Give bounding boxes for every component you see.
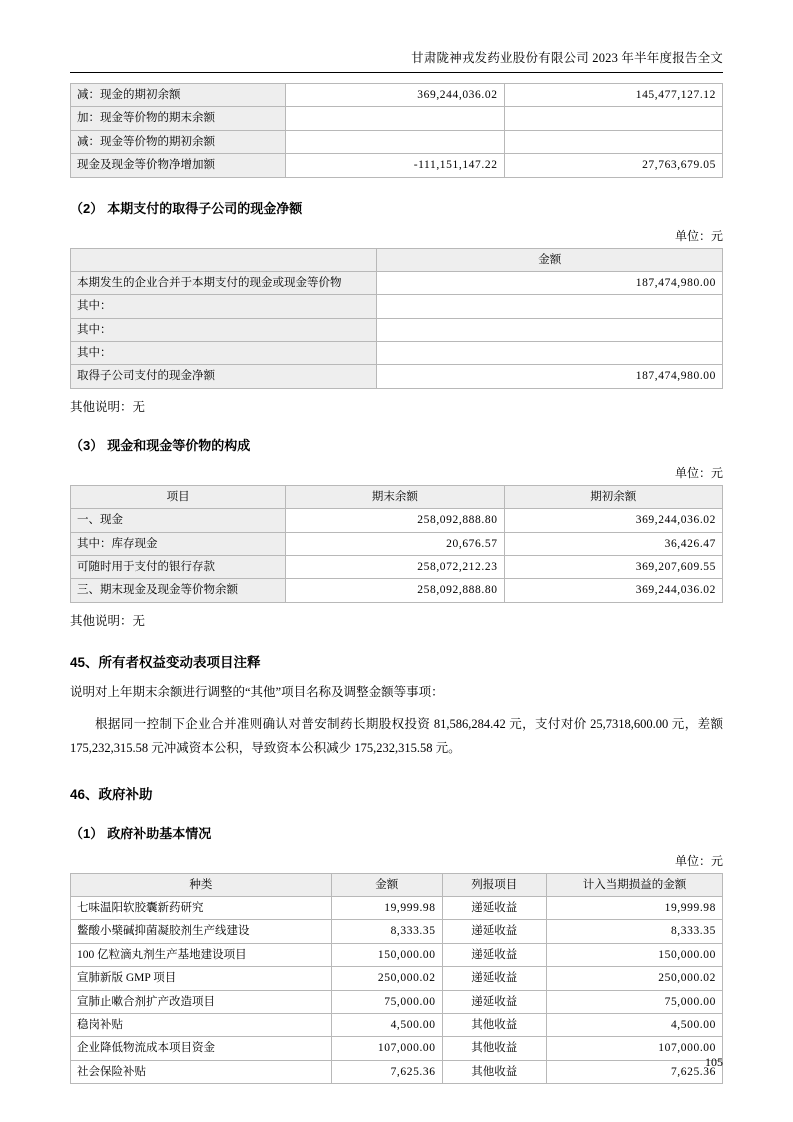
row-report-item: 其他收益 (442, 1060, 546, 1083)
row-label: 可随时用于支付的银行存款 (71, 555, 286, 578)
table-row (71, 579, 723, 602)
row-label: 本期发生的企业合并于本期支付的现金或现金等价物 (71, 271, 377, 294)
table-row (71, 943, 723, 966)
column-header-item: 项目 (71, 485, 286, 508)
row-value-current (286, 130, 504, 153)
table-header-row (71, 248, 723, 271)
table-row (71, 990, 723, 1013)
row-profit: 75,000.00 (546, 990, 722, 1013)
row-value: 187,474,980.00 (377, 365, 723, 388)
row-value (377, 318, 723, 341)
column-header-amount: 金额 (331, 873, 442, 896)
row-kind: 社会保险补贴 (71, 1060, 332, 1083)
row-profit: 150,000.00 (546, 943, 722, 966)
row-value-current: -111,151,147.22 (286, 154, 504, 177)
row-value-end: 258,072,212.23 (286, 555, 504, 578)
column-header-begin-balance: 期初余额 (504, 485, 722, 508)
row-profit: 19,999.98 (546, 897, 722, 920)
row-kind: 稳岗补贴 (71, 1013, 332, 1036)
row-kind: 宣肺止嗽合剂扩产改造项目 (71, 990, 332, 1013)
section-45-lead: 说明对上年期末余额进行调整的“其他”项目名称及调整金额等事项： (70, 684, 444, 699)
table-row (71, 897, 723, 920)
table-row (71, 107, 723, 130)
row-report-item: 递延收益 (442, 897, 546, 920)
row-value-prior: 145,477,127.12 (504, 84, 722, 107)
row-value-prior (504, 130, 722, 153)
column-header-kind: 种类 (71, 873, 332, 896)
section-3-index: （3） (70, 437, 104, 453)
row-kind: 100 亿粒滴丸剂生产基地建设项目 (71, 943, 332, 966)
table-row (71, 1013, 723, 1036)
row-label: 其中： (71, 342, 377, 365)
row-label: 三、期末现金及现金等价物余额 (71, 579, 286, 602)
column-header-end-balance: 期末余额 (286, 485, 504, 508)
row-value-end: 258,092,888.80 (286, 579, 504, 602)
row-value-prior (504, 107, 722, 130)
row-profit: 8,333.35 (546, 920, 722, 943)
table-header-row (71, 873, 723, 896)
column-header-report-item: 列报项目 (442, 873, 546, 896)
row-profit: 250,000.02 (546, 967, 722, 990)
row-value (377, 295, 723, 318)
section-45-paragraph: 根据同一控制下企业合并准则确认对普安制药长期股权投资 81,586,284.42 元，支付对价 25,7318,600.00 元，差额 175,232,315.58 元冲减资本公积，导致资本公积减少 175,232,315.58 元。 (70, 717, 723, 755)
row-amount: 4,500.00 (331, 1013, 442, 1036)
row-kind: 企业降低物流成本项目资金 (71, 1037, 332, 1060)
row-report-item: 其他收益 (442, 1037, 546, 1060)
section-46-heading: 46、政府补助 (70, 786, 153, 802)
table-row (71, 532, 723, 555)
row-value-begin: 369,244,036.02 (504, 509, 722, 532)
row-label: 减：现金等价物的期初余额 (71, 130, 286, 153)
table-row (71, 555, 723, 578)
section-46-1-heading (70, 823, 723, 842)
section-2-unit: 单位：元 (674, 228, 723, 243)
row-value (377, 342, 723, 365)
table-row (71, 295, 723, 318)
subsidiary-cash-net-table (70, 248, 723, 389)
section-2-note: 其他说明：无 (70, 399, 146, 414)
section-3-note: 其他说明：无 (70, 613, 146, 628)
table-row (71, 84, 723, 107)
table-header-row (71, 485, 723, 508)
section-46-1-index: （1） (70, 825, 104, 841)
section-46-1-title: 政府补助基本情况 (107, 825, 212, 841)
row-value-begin: 369,207,609.55 (504, 555, 722, 578)
row-kind: 宣肺新版 GMP 项目 (71, 967, 332, 990)
header-title: 甘肃陇神戎发药业股份有限公司 2023 年半年度报告全文 (411, 51, 723, 65)
page-header (70, 48, 723, 72)
row-label: 其中： (71, 295, 377, 318)
table-row (71, 509, 723, 532)
row-value-begin: 369,244,036.02 (504, 579, 722, 602)
row-amount: 150,000.00 (331, 943, 442, 966)
row-amount: 107,000.00 (331, 1037, 442, 1060)
row-value-prior: 27,763,679.05 (504, 154, 722, 177)
row-value-end: 20,676.57 (286, 532, 504, 555)
row-report-item: 递延收益 (442, 990, 546, 1013)
row-profit: 4,500.00 (546, 1013, 722, 1036)
row-label: 减：现金的期初余额 (71, 84, 286, 107)
row-label: 现金及现金等价物净增加额 (71, 154, 286, 177)
section-3-heading (70, 435, 723, 454)
row-value-current: 369,244,036.02 (286, 84, 504, 107)
row-amount: 250,000.02 (331, 967, 442, 990)
row-amount: 75,000.00 (331, 990, 442, 1013)
table-row (71, 271, 723, 294)
table-row (71, 318, 723, 341)
section-2-heading (70, 198, 723, 217)
column-header-profit-amount: 计入当期损益的金额 (546, 873, 722, 896)
table-row (71, 365, 723, 388)
row-value-end: 258,092,888.80 (286, 509, 504, 532)
government-grant-table (70, 873, 723, 1084)
blank-corner-cell (71, 248, 377, 271)
row-label: 其中：库存现金 (71, 532, 286, 555)
table-row (71, 1060, 723, 1083)
row-profit: 107,000.00 (546, 1037, 722, 1060)
cash-flow-continued-table (70, 83, 723, 178)
section-45-heading: 45、所有者权益变动表项目注释 (70, 654, 261, 670)
row-report-item: 递延收益 (442, 967, 546, 990)
row-kind: 七味温阳软胶囊新药研究 (71, 897, 332, 920)
row-label: 其中： (71, 318, 377, 341)
row-amount: 8,333.35 (331, 920, 442, 943)
table-row (71, 967, 723, 990)
table-row (71, 154, 723, 177)
table-row (71, 920, 723, 943)
row-value: 187,474,980.00 (377, 271, 723, 294)
section-2-index: （2） (70, 200, 104, 216)
row-amount: 19,999.98 (331, 897, 442, 920)
cash-composition-table (70, 485, 723, 603)
row-report-item: 递延收益 (442, 943, 546, 966)
row-report-item: 递延收益 (442, 920, 546, 943)
row-amount: 7,625.36 (331, 1060, 442, 1083)
row-kind: 鳖酸小檗碱抑菌凝胶剂生产线建设 (71, 920, 332, 943)
page-number: 105 (705, 1055, 723, 1069)
row-report-item: 其他收益 (442, 1013, 546, 1036)
section-3-unit: 单位：元 (674, 465, 723, 480)
section-3-title: 现金和现金等价物的构成 (107, 437, 251, 453)
row-label: 取得子公司支付的现金净额 (71, 365, 377, 388)
row-label: 加：现金等价物的期末余额 (71, 107, 286, 130)
table-row (71, 130, 723, 153)
table-row (71, 1037, 723, 1060)
header-divider (70, 72, 723, 73)
row-value-current (286, 107, 504, 130)
row-label: 一、现金 (71, 509, 286, 532)
row-value-begin: 36,426.47 (504, 532, 722, 555)
section-2-title: 本期支付的取得子公司的现金净额 (107, 200, 303, 216)
section-46-1-unit: 单位：元 (674, 853, 723, 868)
row-profit: 7,625.36 (546, 1060, 722, 1083)
column-header-amount: 金额 (377, 248, 723, 271)
table-row (71, 342, 723, 365)
